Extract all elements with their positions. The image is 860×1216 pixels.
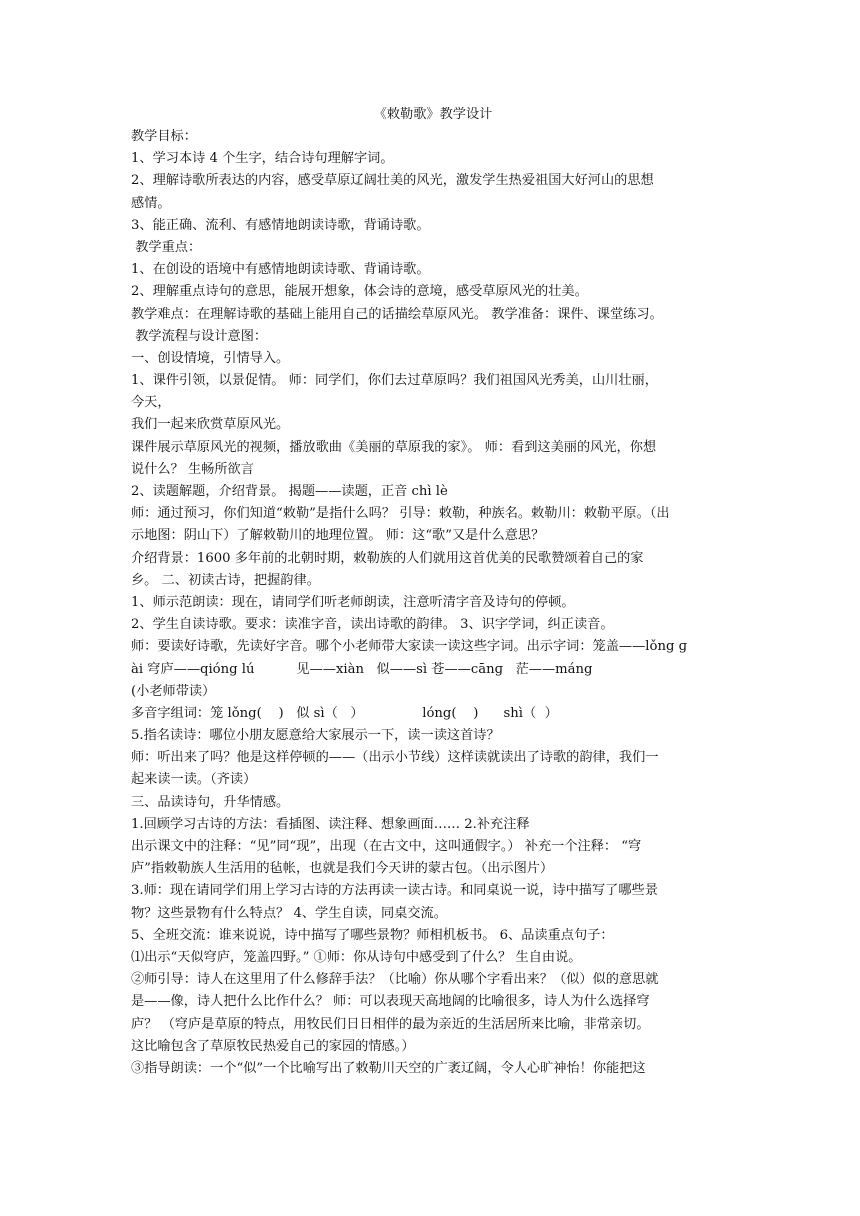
text-line: 2、读题解题，介绍背景。 揭题——读题，正音 chì lè xyxy=(131,484,448,499)
text-line: 1、师示范朗读：现在，请同学们听老师朗读，注意听清字音及诗句的停顿。 xyxy=(131,594,575,610)
text-line: 出示课文中的注释：“见”同“现”，出现（在古文中，这叫通假字。） 补充一个注释： “穹 xyxy=(131,839,642,854)
text-line: 3、能正确、流利、有感情地朗读诗歌，背诵诗歌。 xyxy=(131,217,430,233)
text-line: 1、课件引领，以景促情。 师：同学们，你们去过草原吗？我们祖国风光秀美，山川壮丽， xyxy=(131,373,658,389)
text-line: 一、创设情境，引情导入。 xyxy=(131,350,290,366)
text-line: ⑴出示“天似穹庐，笼盖四野。” ①师：你从诗句中感受到了什么？ 生自由说。 xyxy=(131,949,582,965)
document-text xyxy=(131,126,735,1080)
text-line: 教学目标： xyxy=(131,129,197,144)
text-line: 庐？ （穹庐是草原的特点，用牧民们日日相伴的最为亲近的生活居所来比喻，非常亲切。 xyxy=(131,1016,650,1032)
text-line: 是——像，诗人把什么比作什么？ 师：可以表现天高地阔的比喻很多，诗人为什么选择穹 xyxy=(131,994,650,1010)
text-line: ③指导朗读：一个“似”一个比喻写出了敕勒川天空的广袤辽阔，令人心旷神怡！你能把这 xyxy=(131,1060,646,1076)
text-line: 5、全班交流：谁来说说，诗中描写了哪些景物？师相机板书。 6、品读重点句子： xyxy=(131,927,614,943)
text-line: 起来读一读。（齐读） xyxy=(131,772,257,788)
text-line: 今天， xyxy=(131,395,171,411)
text-line: 师：通过预习，你们知道“敕勒”是指什么吗？ 引导：敕勒，种族名。敕勒川：敕勒平原。（出 xyxy=(131,506,670,522)
document-title: 《敕勒歌》教学设计 xyxy=(373,107,493,122)
text-line: 示地图：阴山下）了解敕勒川的地理位置。 师：这“歌”又是什么意思？ xyxy=(131,528,545,544)
text-line: 三、品读诗句，升华情感。 xyxy=(131,794,290,810)
text-line: 2、理解重点诗句的意思，能展开想象，体会诗的意境，感受草原风光的壮美。 xyxy=(131,284,588,300)
text-line: 说什么？ 生畅所欲言 xyxy=(131,461,254,477)
text-line: 师：听出来了吗？他是这样停顿的——（出示小节线）这样读就读出了诗歌的韵律，我们一 xyxy=(131,750,659,766)
text-line: 1.回顾学习古诗的方法：看插图、读注释、想象画面…… 2.补充注释 xyxy=(131,816,530,832)
text-line: 多音字组词：笼 lǒng( ) 似 sì（ ） lóng( ) shì（ ） xyxy=(131,705,558,721)
text-line: 2、理解诗歌所表达的内容，感受草原辽阔壮美的风光，激发学生热爱祖国大好河山的思想 xyxy=(131,173,654,189)
text-line: ài 穹庐——qióng lú 见——xiàn 似——sì 苍——cānɡ 茫——máng xyxy=(131,661,593,677)
document-body xyxy=(131,103,735,1080)
text-line: 教学难点：在理解诗歌的基础上能用自己的话描绘草原风光。 教学准备：课件、课堂练习。 xyxy=(131,306,663,322)
text-line: 教学重点： xyxy=(131,239,202,255)
text-line: 物？这些景物有什么特点？ 4、学生自读，同桌交流。 xyxy=(131,905,447,921)
text-line: 课件展示草原风光的视频，播放歌曲《美丽的草原我的家》。 师：看到这美丽的风光，你想 xyxy=(131,439,657,455)
text-line: 2、学生自读诗歌。要求：读准字音，读出诗歌的韵律。 3、识字学词，纠正读音。 xyxy=(131,617,614,633)
text-line: 庐”指敕勒族人生活用的毡帐，也就是我们今天讲的蒙古包。（出示图片） xyxy=(131,861,554,877)
text-line: 感情。 xyxy=(131,195,171,211)
text-line: 师：要读好诗歌，先读好字音。哪个小老师带大家读一读这些字词。出示字词：笼盖——lǒng ɡ xyxy=(131,639,688,655)
text-line: 5.指名读诗：哪位小朋友愿意给大家展示一下，读一读这首诗？ xyxy=(131,728,500,744)
text-line: ②师引导：诗人在这里用了什么修辞手法？（比喻）你从哪个字看出来？（似）似的意思就 xyxy=(131,972,659,988)
text-line: 介绍背景：1600 多年前的北朝时期，敕勒族的人们就用这首优美的民歌赞颂着自己的家 xyxy=(131,550,644,566)
text-line: 3.师：现在请同学们用上学习古诗的方法再读一读古诗。和同桌说一说，诗中描写了哪些景 xyxy=(131,883,658,899)
text-line: 1、学习本诗 4 个生字，结合诗句理解字词。 xyxy=(131,151,394,167)
text-line: 教学流程与设计意图： xyxy=(131,328,268,344)
text-line: 这比喻包含了草原牧民热爱自己的家园的情感。） xyxy=(131,1038,415,1054)
text-line: 乡。 二、初读古诗，把握韵律。 xyxy=(131,572,320,588)
text-line: 1、在创设的语境中有感情地朗读诗歌、背诵诗歌。 xyxy=(131,262,430,278)
text-line: 我们一起来欣赏草原风光。 xyxy=(131,417,290,433)
text-line: (小老师带读） xyxy=(131,683,216,699)
